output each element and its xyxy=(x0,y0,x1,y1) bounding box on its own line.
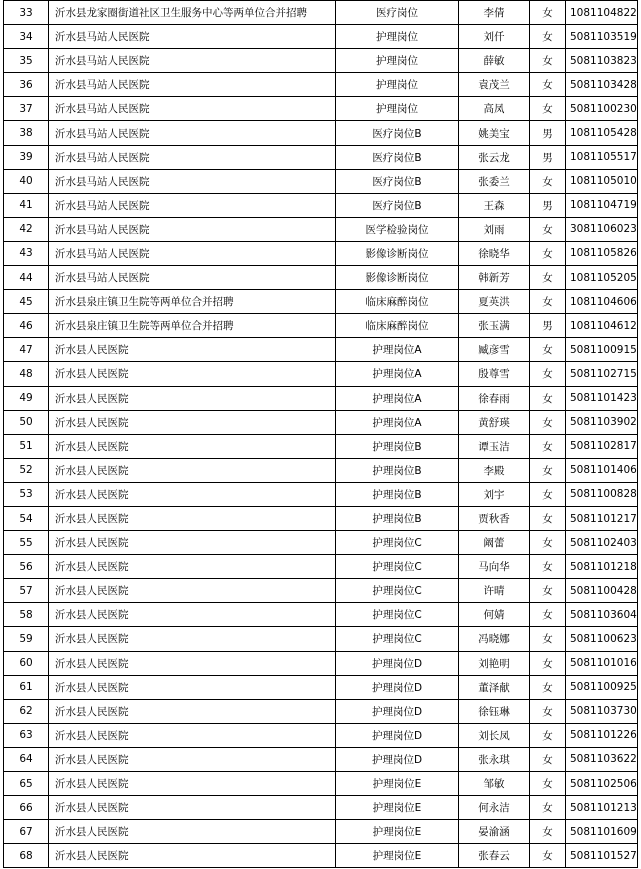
gender-cell: 男 xyxy=(530,314,566,338)
table-row xyxy=(4,145,638,169)
position-name-cell: 护理岗位 xyxy=(336,97,459,121)
employer-name-cell: 沂水县马站人民医院 xyxy=(49,73,336,97)
employer-name-cell: 沂水县人民医院 xyxy=(49,362,336,386)
employer-name-cell: 沂水县人民医院 xyxy=(49,434,336,458)
employer-name-cell: 沂水县马站人民医院 xyxy=(49,241,336,265)
position-name-cell: 医疗岗位B xyxy=(336,121,459,145)
employer-name-cell: 沂水县人民医院 xyxy=(49,747,336,771)
exam-id-cell: 3081106023 xyxy=(566,217,638,241)
row-number-cell: 55 xyxy=(4,531,49,555)
candidate-name-cell: 刘艳明 xyxy=(459,651,530,675)
row-number-cell: 35 xyxy=(4,49,49,73)
position-name-cell: 护理岗位A xyxy=(336,362,459,386)
gender-cell: 女 xyxy=(530,97,566,121)
position-name-cell: 医疗岗位B xyxy=(336,145,459,169)
gender-cell: 女 xyxy=(530,1,566,25)
exam-id-cell: 5081100623 xyxy=(566,627,638,651)
employer-name-cell: 沂水县人民医院 xyxy=(49,844,336,868)
candidate-name-cell: 刘长凤 xyxy=(459,723,530,747)
candidate-name-cell: 张云龙 xyxy=(459,145,530,169)
gender-cell: 女 xyxy=(530,434,566,458)
position-name-cell: 护理岗位B xyxy=(336,482,459,506)
row-number-cell: 63 xyxy=(4,723,49,747)
table-row xyxy=(4,362,638,386)
exam-id-cell: 5081102817 xyxy=(566,434,638,458)
exam-id-cell: 1081104719 xyxy=(566,193,638,217)
exam-id-cell: 5081103622 xyxy=(566,747,638,771)
exam-id-cell: 1081105517 xyxy=(566,145,638,169)
table-row xyxy=(4,796,638,820)
table-row xyxy=(4,386,638,410)
employer-name-cell: 沂水县人民医院 xyxy=(49,603,336,627)
exam-id-cell: 5081101226 xyxy=(566,723,638,747)
candidate-name-cell: 何永洁 xyxy=(459,796,530,820)
position-name-cell: 护理岗位E xyxy=(336,820,459,844)
table-row xyxy=(4,482,638,506)
row-number-cell: 33 xyxy=(4,1,49,25)
position-name-cell: 护理岗位C xyxy=(336,555,459,579)
exam-id-cell: 1081105826 xyxy=(566,241,638,265)
exam-id-cell: 5081101218 xyxy=(566,555,638,579)
position-name-cell: 护理岗位A xyxy=(336,410,459,434)
employer-name-cell: 沂水县马站人民医院 xyxy=(49,217,336,241)
exam-id-cell: 1081104822 xyxy=(566,1,638,25)
exam-id-cell: 1081105205 xyxy=(566,266,638,290)
table-row xyxy=(4,338,638,362)
position-name-cell: 护理岗位B xyxy=(336,458,459,482)
exam-id-cell: 5081101406 xyxy=(566,458,638,482)
candidate-name-cell: 殷尊雪 xyxy=(459,362,530,386)
employer-name-cell: 沂水县马站人民医院 xyxy=(49,169,336,193)
exam-id-cell: 5081100925 xyxy=(566,675,638,699)
gender-cell: 女 xyxy=(530,603,566,627)
gender-cell: 女 xyxy=(530,266,566,290)
candidate-name-cell: 李倩 xyxy=(459,1,530,25)
table-row xyxy=(4,217,638,241)
table-row xyxy=(4,555,638,579)
table-row xyxy=(4,506,638,530)
table-row xyxy=(4,241,638,265)
exam-id-cell: 5081101213 xyxy=(566,796,638,820)
employer-name-cell: 沂水县人民医院 xyxy=(49,531,336,555)
exam-id-cell: 5081102506 xyxy=(566,772,638,796)
table-row xyxy=(4,820,638,844)
candidate-name-cell: 韩新芳 xyxy=(459,266,530,290)
candidate-name-cell: 徐钰琳 xyxy=(459,699,530,723)
results-table-body xyxy=(4,1,638,868)
table-row xyxy=(4,290,638,314)
table-row xyxy=(4,1,638,25)
exam-id-cell: 5081101609 xyxy=(566,820,638,844)
employer-name-cell: 沂水县人民医院 xyxy=(49,482,336,506)
row-number-cell: 60 xyxy=(4,651,49,675)
candidate-name-cell: 阚蕾 xyxy=(459,531,530,555)
position-name-cell: 护理岗位E xyxy=(336,772,459,796)
exam-id-cell: 5081103823 xyxy=(566,49,638,73)
gender-cell: 女 xyxy=(530,49,566,73)
table-row xyxy=(4,579,638,603)
employer-name-cell: 沂水县人民医院 xyxy=(49,338,336,362)
row-number-cell: 58 xyxy=(4,603,49,627)
position-name-cell: 影像诊断岗位 xyxy=(336,241,459,265)
gender-cell: 女 xyxy=(530,482,566,506)
employer-name-cell: 沂水县泉庄镇卫生院等两单位合并招聘 xyxy=(49,290,336,314)
exam-id-cell: 5081103604 xyxy=(566,603,638,627)
table-row xyxy=(4,699,638,723)
gender-cell: 女 xyxy=(530,675,566,699)
candidate-name-cell: 高凤 xyxy=(459,97,530,121)
position-name-cell: 护理岗位D xyxy=(336,699,459,723)
table-row xyxy=(4,97,638,121)
exam-id-cell: 5081102715 xyxy=(566,362,638,386)
table-row xyxy=(4,266,638,290)
table-row xyxy=(4,747,638,771)
employer-name-cell: 沂水县人民医院 xyxy=(49,699,336,723)
employer-name-cell: 沂水县马站人民医院 xyxy=(49,145,336,169)
candidate-name-cell: 贾秋香 xyxy=(459,506,530,530)
row-number-cell: 45 xyxy=(4,290,49,314)
row-number-cell: 54 xyxy=(4,506,49,530)
position-name-cell: 医学检验岗位 xyxy=(336,217,459,241)
gender-cell: 男 xyxy=(530,193,566,217)
gender-cell: 女 xyxy=(530,627,566,651)
table-row xyxy=(4,772,638,796)
table-row xyxy=(4,169,638,193)
gender-cell: 女 xyxy=(530,410,566,434)
candidate-name-cell: 刘雨 xyxy=(459,217,530,241)
gender-cell: 女 xyxy=(530,796,566,820)
gender-cell: 男 xyxy=(530,121,566,145)
gender-cell: 女 xyxy=(530,820,566,844)
table-row xyxy=(4,675,638,699)
table-row xyxy=(4,603,638,627)
row-number-cell: 61 xyxy=(4,675,49,699)
employer-name-cell: 沂水县人民医院 xyxy=(49,820,336,844)
gender-cell: 女 xyxy=(530,579,566,603)
employer-name-cell: 沂水县人民医院 xyxy=(49,410,336,434)
candidate-name-cell: 刘宇 xyxy=(459,482,530,506)
gender-cell: 女 xyxy=(530,338,566,362)
position-name-cell: 护理岗位D xyxy=(336,651,459,675)
gender-cell: 女 xyxy=(530,506,566,530)
exam-id-cell: 5081101217 xyxy=(566,506,638,530)
position-name-cell: 护理岗位A xyxy=(336,338,459,362)
candidate-name-cell: 冯晓娜 xyxy=(459,627,530,651)
row-number-cell: 56 xyxy=(4,555,49,579)
row-number-cell: 49 xyxy=(4,386,49,410)
exam-id-cell: 5081101016 xyxy=(566,651,638,675)
gender-cell: 男 xyxy=(530,145,566,169)
table-row xyxy=(4,121,638,145)
employer-name-cell: 沂水县人民医院 xyxy=(49,579,336,603)
row-number-cell: 47 xyxy=(4,338,49,362)
table-row xyxy=(4,531,638,555)
position-name-cell: 护理岗位E xyxy=(336,844,459,868)
gender-cell: 女 xyxy=(530,651,566,675)
exam-id-cell: 5081100428 xyxy=(566,579,638,603)
candidate-name-cell: 夏英洪 xyxy=(459,290,530,314)
exam-id-cell: 5081100915 xyxy=(566,338,638,362)
employer-name-cell: 沂水县人民医院 xyxy=(49,675,336,699)
employer-name-cell: 沂水县马站人民医院 xyxy=(49,49,336,73)
gender-cell: 女 xyxy=(530,747,566,771)
gender-cell: 女 xyxy=(530,699,566,723)
gender-cell: 女 xyxy=(530,217,566,241)
position-name-cell: 护理岗位B xyxy=(336,506,459,530)
candidate-name-cell: 谭玉洁 xyxy=(459,434,530,458)
results-table xyxy=(3,0,638,868)
candidate-name-cell: 晏渝涵 xyxy=(459,820,530,844)
candidate-name-cell: 袁茂兰 xyxy=(459,73,530,97)
row-number-cell: 36 xyxy=(4,73,49,97)
exam-id-cell: 5081100828 xyxy=(566,482,638,506)
position-name-cell: 护理岗位 xyxy=(336,25,459,49)
table-row xyxy=(4,627,638,651)
exam-id-cell: 5081100230 xyxy=(566,97,638,121)
candidate-name-cell: 许晴 xyxy=(459,579,530,603)
position-name-cell: 护理岗位E xyxy=(336,796,459,820)
gender-cell: 女 xyxy=(530,241,566,265)
gender-cell: 女 xyxy=(530,169,566,193)
row-number-cell: 34 xyxy=(4,25,49,49)
position-name-cell: 护理岗位 xyxy=(336,49,459,73)
table-row xyxy=(4,723,638,747)
position-name-cell: 护理岗位D xyxy=(336,723,459,747)
row-number-cell: 68 xyxy=(4,844,49,868)
candidate-name-cell: 张委兰 xyxy=(459,169,530,193)
exam-id-cell: 1081105428 xyxy=(566,121,638,145)
candidate-name-cell: 徐春雨 xyxy=(459,386,530,410)
employer-name-cell: 沂水县人民医院 xyxy=(49,723,336,747)
position-name-cell: 护理岗位C xyxy=(336,531,459,555)
employer-name-cell: 沂水县人民医院 xyxy=(49,555,336,579)
row-number-cell: 48 xyxy=(4,362,49,386)
row-number-cell: 40 xyxy=(4,169,49,193)
employer-name-cell: 沂水县人民医院 xyxy=(49,506,336,530)
employer-name-cell: 沂水县马站人民医院 xyxy=(49,193,336,217)
position-name-cell: 医疗岗位B xyxy=(336,193,459,217)
exam-id-cell: 5081103730 xyxy=(566,699,638,723)
position-name-cell: 护理岗位D xyxy=(336,675,459,699)
row-number-cell: 46 xyxy=(4,314,49,338)
exam-id-cell: 1081104606 xyxy=(566,290,638,314)
table-row xyxy=(4,25,638,49)
employer-name-cell: 沂水县马站人民医院 xyxy=(49,97,336,121)
table-row xyxy=(4,410,638,434)
row-number-cell: 59 xyxy=(4,627,49,651)
row-number-cell: 50 xyxy=(4,410,49,434)
candidate-name-cell: 张永琪 xyxy=(459,747,530,771)
table-row xyxy=(4,193,638,217)
candidate-name-cell: 徐晓华 xyxy=(459,241,530,265)
row-number-cell: 65 xyxy=(4,772,49,796)
gender-cell: 女 xyxy=(530,844,566,868)
row-number-cell: 43 xyxy=(4,241,49,265)
gender-cell: 女 xyxy=(530,723,566,747)
row-number-cell: 39 xyxy=(4,145,49,169)
position-name-cell: 医疗岗位 xyxy=(336,1,459,25)
gender-cell: 女 xyxy=(530,772,566,796)
gender-cell: 女 xyxy=(530,290,566,314)
employer-name-cell: 沂水县马站人民医院 xyxy=(49,266,336,290)
row-number-cell: 64 xyxy=(4,747,49,771)
candidate-name-cell: 黄舒瑛 xyxy=(459,410,530,434)
row-number-cell: 66 xyxy=(4,796,49,820)
position-name-cell: 影像诊断岗位 xyxy=(336,266,459,290)
candidate-name-cell: 张春云 xyxy=(459,844,530,868)
position-name-cell: 临床麻醉岗位 xyxy=(336,290,459,314)
exam-id-cell: 5081101423 xyxy=(566,386,638,410)
gender-cell: 女 xyxy=(530,386,566,410)
employer-name-cell: 沂水县人民医院 xyxy=(49,386,336,410)
exam-id-cell: 5081103519 xyxy=(566,25,638,49)
candidate-name-cell: 李殿 xyxy=(459,458,530,482)
employer-name-cell: 沂水县马站人民医院 xyxy=(49,121,336,145)
candidate-name-cell: 董泽献 xyxy=(459,675,530,699)
employer-name-cell: 沂水县人民医院 xyxy=(49,651,336,675)
gender-cell: 女 xyxy=(530,458,566,482)
exam-id-cell: 5081103902 xyxy=(566,410,638,434)
employer-name-cell: 沂水县龙家圈街道社区卫生服务中心等两单位合并招聘 xyxy=(49,1,336,25)
table-row xyxy=(4,458,638,482)
row-number-cell: 44 xyxy=(4,266,49,290)
employer-name-cell: 沂水县马站人民医院 xyxy=(49,25,336,49)
employer-name-cell: 沂水县人民医院 xyxy=(49,627,336,651)
employer-name-cell: 沂水县人民医院 xyxy=(49,796,336,820)
row-number-cell: 62 xyxy=(4,699,49,723)
candidate-name-cell: 臧彦雪 xyxy=(459,338,530,362)
row-number-cell: 37 xyxy=(4,97,49,121)
gender-cell: 女 xyxy=(530,73,566,97)
gender-cell: 女 xyxy=(530,25,566,49)
exam-id-cell: 1081104612 xyxy=(566,314,638,338)
row-number-cell: 42 xyxy=(4,217,49,241)
gender-cell: 女 xyxy=(530,555,566,579)
candidate-name-cell: 王森 xyxy=(459,193,530,217)
candidate-name-cell: 姚美宝 xyxy=(459,121,530,145)
candidate-name-cell: 马向华 xyxy=(459,555,530,579)
position-name-cell: 护理岗位 xyxy=(336,73,459,97)
row-number-cell: 51 xyxy=(4,434,49,458)
row-number-cell: 53 xyxy=(4,482,49,506)
row-number-cell: 67 xyxy=(4,820,49,844)
position-name-cell: 护理岗位C xyxy=(336,627,459,651)
table-row xyxy=(4,73,638,97)
position-name-cell: 护理岗位A xyxy=(336,386,459,410)
candidate-name-cell: 薛敏 xyxy=(459,49,530,73)
row-number-cell: 41 xyxy=(4,193,49,217)
employer-name-cell: 沂水县泉庄镇卫生院等两单位合并招聘 xyxy=(49,314,336,338)
position-name-cell: 医疗岗位B xyxy=(336,169,459,193)
table-row xyxy=(4,844,638,868)
employer-name-cell: 沂水县人民医院 xyxy=(49,772,336,796)
row-number-cell: 52 xyxy=(4,458,49,482)
position-name-cell: 护理岗位D xyxy=(336,747,459,771)
exam-id-cell: 5081102403 xyxy=(566,531,638,555)
table-row xyxy=(4,49,638,73)
row-number-cell: 38 xyxy=(4,121,49,145)
position-name-cell: 护理岗位B xyxy=(336,434,459,458)
table-row xyxy=(4,314,638,338)
exam-id-cell: 1081105010 xyxy=(566,169,638,193)
candidate-name-cell: 刘仟 xyxy=(459,25,530,49)
employer-name-cell: 沂水县人民医院 xyxy=(49,458,336,482)
row-number-cell: 57 xyxy=(4,579,49,603)
table-row xyxy=(4,651,638,675)
gender-cell: 女 xyxy=(530,531,566,555)
exam-id-cell: 5081101527 xyxy=(566,844,638,868)
gender-cell: 女 xyxy=(530,362,566,386)
candidate-name-cell: 张玉满 xyxy=(459,314,530,338)
exam-id-cell: 5081103428 xyxy=(566,73,638,97)
position-name-cell: 临床麻醉岗位 xyxy=(336,314,459,338)
position-name-cell: 护理岗位C xyxy=(336,603,459,627)
table-row xyxy=(4,434,638,458)
position-name-cell: 护理岗位C xyxy=(336,579,459,603)
candidate-name-cell: 何婧 xyxy=(459,603,530,627)
candidate-name-cell: 邹敏 xyxy=(459,772,530,796)
